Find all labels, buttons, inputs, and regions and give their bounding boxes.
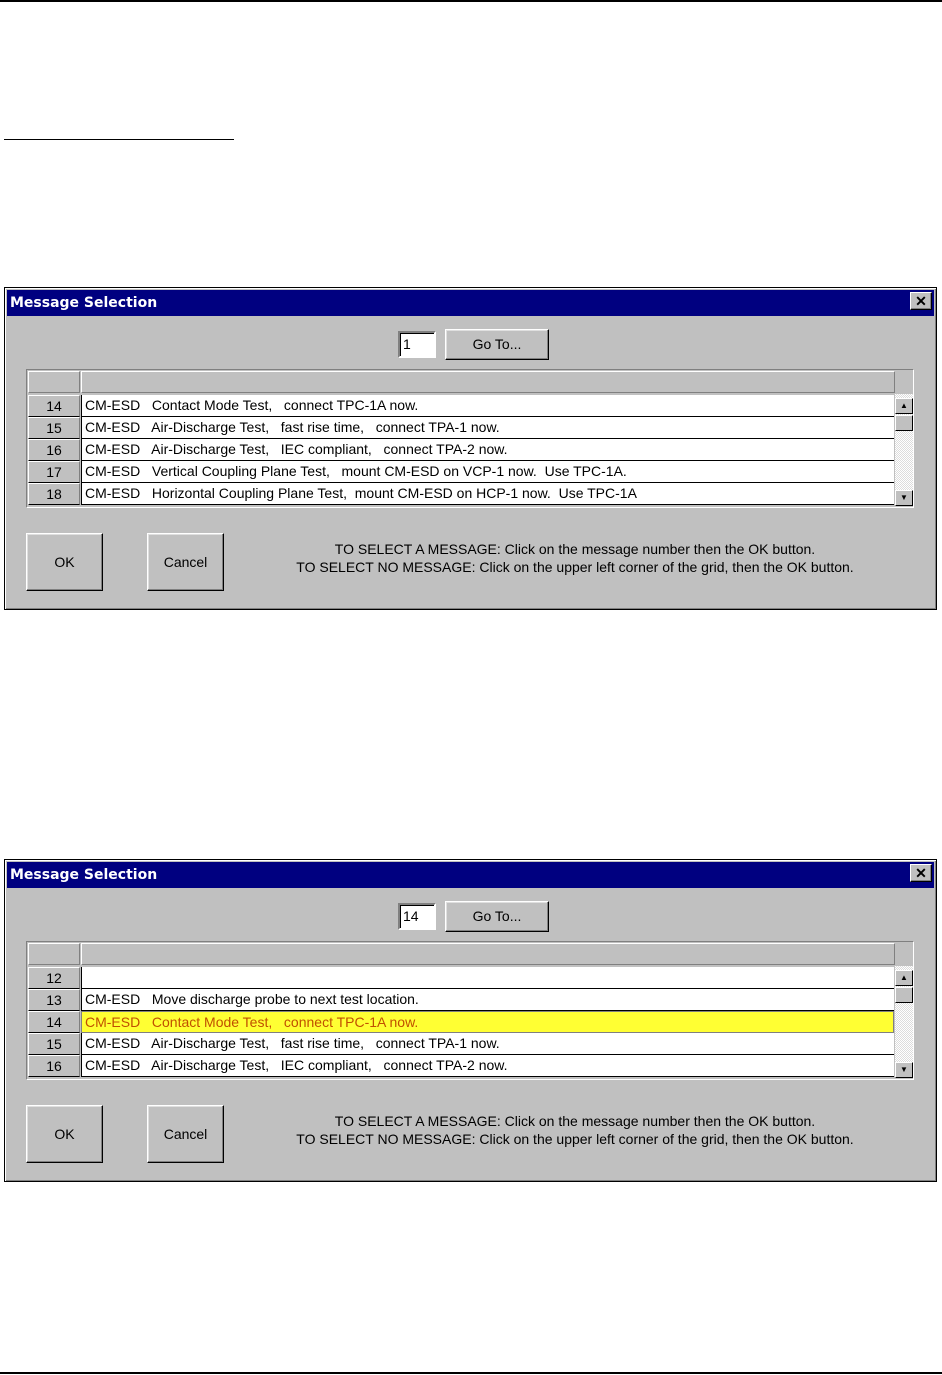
row-number[interactable]: 16 — [28, 439, 80, 461]
dialog-title: Message Selection — [10, 295, 158, 311]
instructions-text — [245, 540, 905, 576]
table-row — [28, 395, 894, 417]
vertical-scrollbar[interactable] — [895, 394, 913, 506]
table-row — [28, 483, 894, 505]
message-cell[interactable]: CM-ESD Air-Discharge Test, IEC compliant, connect TPA-2 now. — [81, 439, 894, 461]
row-number[interactable]: 14 — [28, 1011, 80, 1033]
cancel-button[interactable]: Cancel — [147, 533, 224, 591]
goto-button[interactable]: Go To... — [445, 901, 549, 932]
table-row — [28, 989, 894, 1011]
ok-button[interactable]: OK — [26, 1105, 103, 1163]
page-top-rule — [0, 0, 942, 2]
instruction-line-select: TO SELECT A MESSAGE: Click on the message number then the OK button. — [334, 541, 816, 557]
ok-button[interactable]: OK — [26, 533, 103, 591]
row-number[interactable]: 13 — [28, 989, 80, 1011]
table-row — [28, 461, 894, 483]
scroll-up-icon[interactable]: ▲ — [895, 970, 913, 986]
message-selection-dialog-1 — [4, 287, 937, 610]
row-number[interactable]: 18 — [28, 483, 80, 505]
grid-header — [27, 370, 913, 394]
dialog-title: Message Selection — [10, 867, 158, 883]
scroll-thumb[interactable] — [895, 415, 913, 431]
table-row — [28, 1055, 894, 1077]
instruction-line-no-select: TO SELECT NO MESSAGE: Click on the upper left corner of the grid, then the OK button. — [296, 1131, 854, 1147]
goto-number-input[interactable]: 1 — [398, 331, 436, 358]
instruction-line-no-select: TO SELECT NO MESSAGE: Click on the upper left corner of the grid, then the OK button. — [296, 559, 854, 575]
row-number[interactable]: 15 — [28, 1033, 80, 1055]
row-number[interactable]: 16 — [28, 1055, 80, 1077]
scroll-thumb[interactable] — [895, 987, 913, 1003]
dialog-title-bar[interactable] — [7, 862, 934, 888]
scroll-down-icon[interactable]: ▼ — [895, 490, 913, 506]
close-icon[interactable]: ✕ — [910, 292, 932, 310]
table-row — [28, 439, 894, 461]
row-number[interactable]: 17 — [28, 461, 80, 483]
message-cell[interactable] — [81, 967, 894, 989]
grid-corner-cell[interactable] — [28, 371, 80, 393]
message-grid — [26, 941, 914, 1080]
row-number[interactable]: 12 — [28, 967, 80, 989]
heading-underline — [4, 139, 234, 140]
row-number[interactable]: 14 — [28, 395, 80, 417]
message-cell[interactable]: CM-ESD Air-Discharge Test, fast rise time, connect TPA-1 now. — [81, 1033, 894, 1055]
row-number[interactable]: 15 — [28, 417, 80, 439]
grid-header — [27, 942, 913, 966]
dialog-title-bar[interactable] — [7, 290, 934, 316]
cancel-button[interactable]: Cancel — [147, 1105, 224, 1163]
scroll-down-icon[interactable]: ▼ — [895, 1062, 913, 1078]
message-cell[interactable]: CM-ESD Vertical Coupling Plane Test, mount CM-ESD on VCP-1 now. Use TPC-1A. — [81, 461, 894, 483]
grid-column-header — [81, 371, 895, 393]
message-grid — [26, 369, 914, 508]
goto-number-input[interactable]: 14 — [398, 903, 436, 930]
scroll-up-icon[interactable]: ▲ — [895, 398, 913, 414]
table-row — [28, 1033, 894, 1055]
grid-corner-cell[interactable] — [28, 943, 80, 965]
message-cell[interactable]: CM-ESD Air-Discharge Test, IEC compliant, connect TPA-2 now. — [81, 1055, 894, 1077]
table-row — [28, 967, 894, 989]
message-cell[interactable]: CM-ESD Move discharge probe to next test location. — [81, 989, 894, 1011]
goto-button[interactable]: Go To... — [445, 329, 549, 360]
message-cell-selected[interactable]: CM-ESD Contact Mode Test, connect TPC-1A now. — [81, 1011, 894, 1033]
grid-column-header — [81, 943, 895, 965]
instruction-line-select: TO SELECT A MESSAGE: Click on the message number then the OK button. — [334, 1113, 816, 1129]
message-cell[interactable]: CM-ESD Horizontal Coupling Plane Test, mount CM-ESD on HCP-1 now. Use TPC-1A — [81, 483, 894, 505]
close-icon[interactable]: ✕ — [910, 864, 932, 882]
table-row — [28, 417, 894, 439]
message-cell[interactable]: CM-ESD Contact Mode Test, connect TPC-1A now. — [81, 395, 894, 417]
instructions-text — [245, 1112, 905, 1148]
vertical-scrollbar[interactable] — [895, 966, 913, 1078]
message-cell[interactable]: CM-ESD Air-Discharge Test, fast rise time, connect TPA-1 now. — [81, 417, 894, 439]
message-selection-dialog-2 — [4, 859, 937, 1182]
table-row-selected — [28, 1011, 894, 1033]
page-bottom-rule — [0, 1372, 942, 1374]
